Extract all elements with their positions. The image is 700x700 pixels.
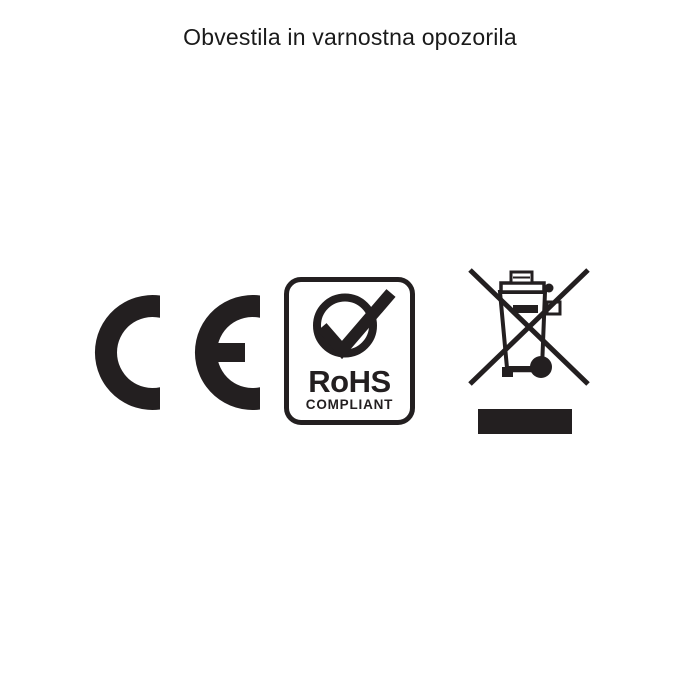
rohs-badge (284, 277, 415, 425)
rohs-label: RoHS (308, 364, 391, 399)
bin-lid-knob (545, 284, 554, 293)
bin-wheel (530, 356, 552, 378)
bin-foot (502, 367, 513, 377)
ce-letter-e-bar (216, 343, 245, 362)
ce-marking-icon (90, 290, 265, 415)
rohs-compliant-label: COMPLIANT (305, 397, 394, 412)
weee-crossed-out-bin-icon (455, 255, 600, 445)
rohs-checkmark-icon (289, 288, 410, 376)
page-title: Obvestila in varnostna opozorila (183, 24, 517, 50)
ce-letter-c (95, 295, 160, 410)
weee-black-bar (478, 409, 572, 434)
